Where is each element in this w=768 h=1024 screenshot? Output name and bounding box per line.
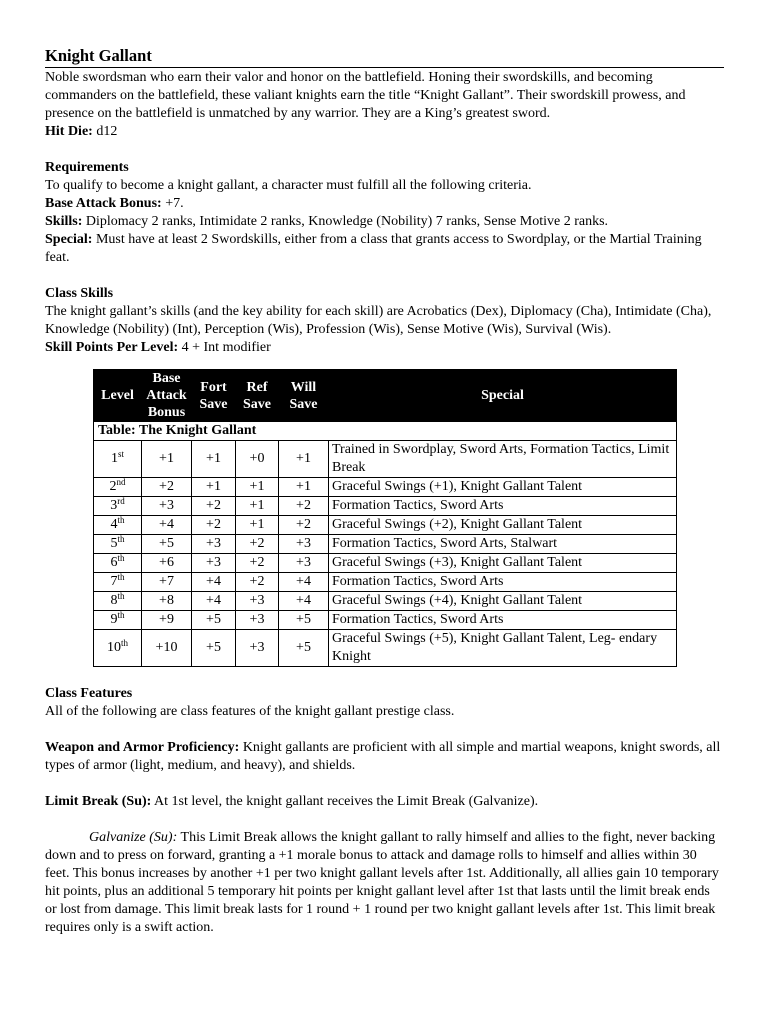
fort-cell: +5 <box>192 611 236 630</box>
hit-die-value: d12 <box>96 124 118 139</box>
special-value: Must have at least 2 Swordskills, either from a class that grants access to Swordplay, or the Martial Training feat. <box>45 232 702 265</box>
skill-points-value: 4 + Int modifier <box>181 340 271 355</box>
level-cell <box>94 441 142 478</box>
limit-break-label: Limit Break (Su): <box>45 794 152 809</box>
level-number: 3 <box>110 498 118 513</box>
header-will: Will Save <box>279 370 329 422</box>
bab-cell: +3 <box>142 497 192 516</box>
fort-cell: +3 <box>192 554 236 573</box>
skills-label: Skills: <box>45 214 83 229</box>
hit-die-line <box>45 123 724 141</box>
header-special: Special <box>329 370 677 422</box>
weapon-value: Knight gallants are proficient with all simple and martial weapons, knight swords, all types of armor (light, medium, and heavy), and shields. <box>45 740 721 773</box>
bab-cell: +6 <box>142 554 192 573</box>
will-cell: +4 <box>279 592 329 611</box>
level-cell <box>94 535 142 554</box>
level-ordinal: st <box>117 449 124 459</box>
level-cell <box>94 554 142 573</box>
table-row <box>94 497 677 516</box>
skill-points-line <box>45 339 724 357</box>
level-ordinal: th <box>117 515 125 525</box>
class-features-text: All of the following are class features of the knight gallant prestige class. <box>45 704 455 719</box>
bab-cell: +10 <box>142 630 192 667</box>
bab-label: Base Attack Bonus: <box>45 196 162 211</box>
fort-cell: +5 <box>192 630 236 667</box>
will-cell: +2 <box>279 516 329 535</box>
level-ordinal: th <box>117 572 125 582</box>
will-cell: +4 <box>279 573 329 592</box>
ref-cell: +2 <box>236 573 279 592</box>
table-caption: Table: The Knight Gallant <box>94 422 677 441</box>
fort-cell: +2 <box>192 516 236 535</box>
requirements-text: To qualify to become a knight gallant, a character must fulfill all the following criteria. <box>45 178 532 193</box>
table-row <box>94 441 677 478</box>
ref-cell: +3 <box>236 592 279 611</box>
table-row <box>94 535 677 554</box>
class-features-heading: Class Features <box>45 686 133 701</box>
special-cell: Formation Tactics, Sword Arts <box>329 611 677 630</box>
table-row <box>94 554 677 573</box>
fort-cell: +1 <box>192 441 236 478</box>
page-title: Knight Gallant <box>45 46 724 68</box>
special-cell: Graceful Swings (+3), Knight Gallant Talent <box>329 554 677 573</box>
special-requirement <box>45 231 724 267</box>
header-level: Level <box>94 370 142 422</box>
fort-cell: +4 <box>192 573 236 592</box>
fort-cell: +1 <box>192 478 236 497</box>
special-cell: Graceful Swings (+4), Knight Gallant Talent <box>329 592 677 611</box>
table-row <box>94 611 677 630</box>
table-row <box>94 573 677 592</box>
level-cell <box>94 630 142 667</box>
level-cell <box>94 497 142 516</box>
knight-gallant-table <box>93 369 677 667</box>
special-cell: Formation Tactics, Sword Arts <box>329 573 677 592</box>
weapon-label: Weapon and Armor Proficiency: <box>45 740 240 755</box>
galvanize-label: Galvanize (Su): <box>89 830 178 845</box>
galvanize-value: This Limit Break allows the knight gallant to rally himself and allies to the fight, never backing down and to press on forward, granting a +1 morale bonus to attack and damage rolls to himself and allies within 30 feet. This bonus increases by another +1 per two knight gallant levels after 1st. Additionally, all allies gain 10 temporary hit points, plus an additional 5 temporary hit points per knight gallant level after 1st that lasts until the limit break ends or lost from damage. This limit break lasts for 1 round + 1 round per two knight gallant levels after 1st. This limit break requires only is a swift action. <box>45 830 719 935</box>
special-cell: Graceful Swings (+2), Knight Gallant Talent <box>329 516 677 535</box>
special-cell: Trained in Swordplay, Sword Arts, Formation Tactics, Limit Break <box>329 441 677 478</box>
bab-cell: +5 <box>142 535 192 554</box>
will-cell: +3 <box>279 535 329 554</box>
ref-cell: +3 <box>236 630 279 667</box>
fort-cell: +3 <box>192 535 236 554</box>
will-cell: +5 <box>279 611 329 630</box>
level-number: 7 <box>110 574 118 589</box>
will-cell: +5 <box>279 630 329 667</box>
level-number: 1 <box>110 451 118 466</box>
level-number: 10 <box>106 640 121 655</box>
level-cell <box>94 592 142 611</box>
skill-points-label: Skill Points Per Level: <box>45 340 179 355</box>
requirements-heading: Requirements <box>45 160 129 175</box>
hit-die-label: Hit Die: <box>45 124 93 139</box>
ref-cell: +3 <box>236 611 279 630</box>
level-ordinal: nd <box>116 477 126 487</box>
table-row <box>94 592 677 611</box>
level-ordinal: th <box>117 610 125 620</box>
skills-requirement <box>45 213 724 231</box>
bab-cell: +2 <box>142 478 192 497</box>
level-number: 5 <box>110 536 118 551</box>
bab-cell: +4 <box>142 516 192 535</box>
header-bab: Base Attack Bonus <box>142 370 192 422</box>
limit-break <box>45 793 724 811</box>
will-cell: +2 <box>279 497 329 516</box>
level-number: 4 <box>110 517 118 532</box>
class-skills-text: The knight gallant’s skills (and the key ability for each skill) are Acrobatics (Dex), Diplomacy (Cha), Intimidate (Cha), Knowledge (Nobility) (Int), Perception (Wis), Profession (Wis), Sense Motive (Wis), Survival (Wis). <box>45 304 712 337</box>
table-row <box>94 516 677 535</box>
level-number: 9 <box>110 612 118 627</box>
galvanize-paragraph <box>45 829 724 937</box>
class-skills-heading: Class Skills <box>45 286 114 301</box>
ref-cell: +1 <box>236 478 279 497</box>
special-cell: Formation Tactics, Sword Arts <box>329 497 677 516</box>
level-ordinal: th <box>117 534 125 544</box>
fort-cell: +2 <box>192 497 236 516</box>
bab-cell: +1 <box>142 441 192 478</box>
level-cell <box>94 478 142 497</box>
level-number: 2 <box>109 479 117 494</box>
will-cell: +1 <box>279 478 329 497</box>
ref-cell: +1 <box>236 497 279 516</box>
bab-cell: +7 <box>142 573 192 592</box>
table-row <box>94 630 677 667</box>
level-ordinal: th <box>117 591 125 601</box>
level-number: 8 <box>110 593 118 608</box>
special-cell: Formation Tactics, Sword Arts, Stalwart <box>329 535 677 554</box>
ref-cell: +0 <box>236 441 279 478</box>
special-label: Special: <box>45 232 93 247</box>
limit-break-value: At 1st level, the knight gallant receives the Limit Break (Galvanize). <box>154 794 539 809</box>
bab-value: +7. <box>165 196 184 211</box>
header-ref: Ref Save <box>236 370 279 422</box>
level-ordinal: rd <box>117 496 125 506</box>
special-cell: Graceful Swings (+1), Knight Gallant Talent <box>329 478 677 497</box>
level-ordinal: th <box>120 638 128 648</box>
special-cell: Graceful Swings (+5), Knight Gallant Talent, Leg- endary Knight <box>329 630 677 667</box>
level-cell <box>94 516 142 535</box>
ref-cell: +1 <box>236 516 279 535</box>
bab-requirement <box>45 195 724 213</box>
header-fort: Fort Save <box>192 370 236 422</box>
bab-cell: +9 <box>142 611 192 630</box>
will-cell: +3 <box>279 554 329 573</box>
fort-cell: +4 <box>192 592 236 611</box>
level-cell <box>94 573 142 592</box>
bab-cell: +8 <box>142 592 192 611</box>
level-ordinal: th <box>117 553 125 563</box>
skills-value: Diplomacy 2 ranks, Intimidate 2 ranks, Knowledge (Nobility) 7 ranks, Sense Motive 2 ranks. <box>85 214 609 229</box>
ref-cell: +2 <box>236 554 279 573</box>
intro-paragraph: Noble swordsman who earn their valor and honor on the battlefield. Honing their swordskills, and becoming commanders on the battlefield, these valiant knights earn the title “Knight Gallant”. Their swordskill prowess, and presence on the battlefield is unmatched by any warrior. They are a King’s greatest sword. <box>45 70 686 121</box>
level-cell <box>94 611 142 630</box>
table-row <box>94 478 677 497</box>
ref-cell: +2 <box>236 535 279 554</box>
level-number: 6 <box>110 555 118 570</box>
weapon-proficiency <box>45 739 724 775</box>
will-cell: +1 <box>279 441 329 478</box>
